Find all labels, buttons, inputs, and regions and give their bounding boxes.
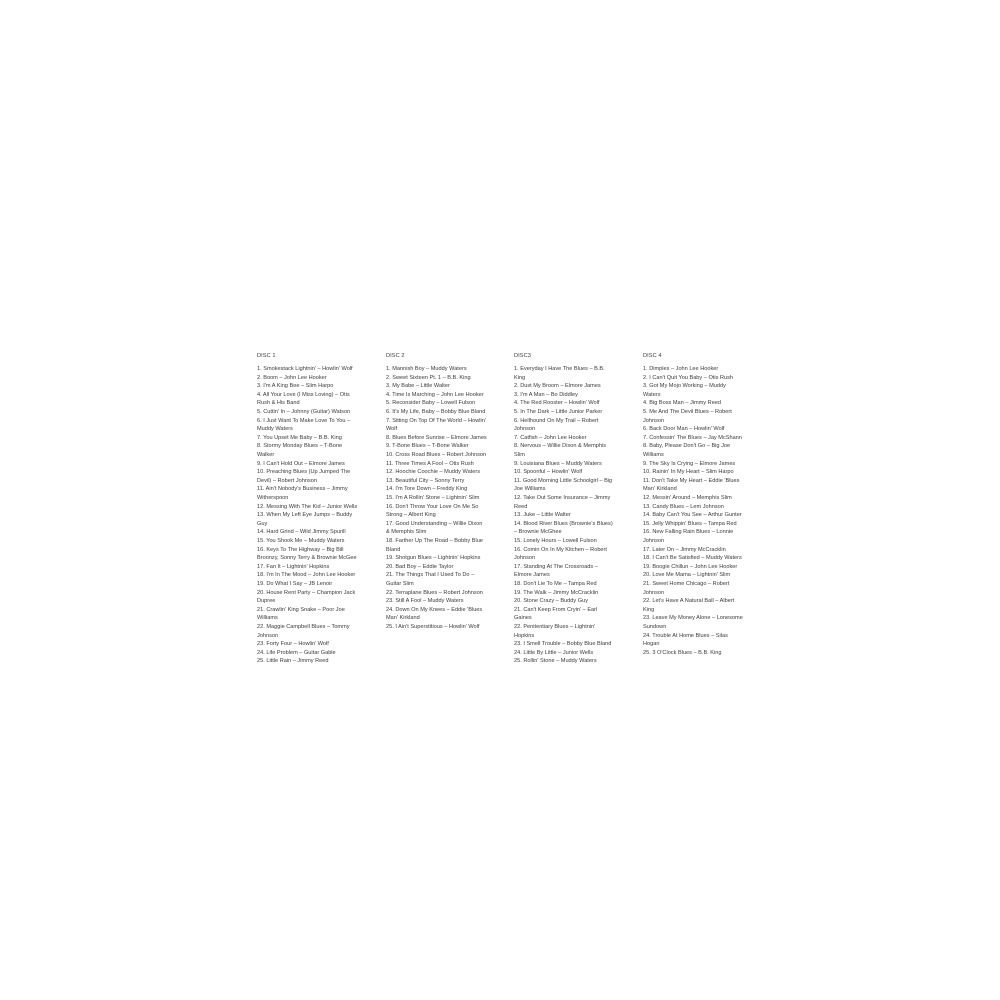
track-item: 21. Sweet Home Chicago – Robert Johnson	[643, 580, 730, 596]
track-item: 25. Little Rain – Jimmy Reed	[257, 658, 329, 665]
track-item: 12. Messing With The Kid – Junior Wells	[257, 503, 358, 510]
track-item: 21. Can't Keep From Cryin' – Earl Gaines	[514, 606, 598, 622]
disc-column-2	[386, 352, 487, 632]
track-item: 14. Baby Can't You See – Arthur Gunter	[643, 512, 742, 519]
track-item: 12. Hoochie Coochie – Muddy Waters	[386, 469, 481, 476]
disc-title: DISC 1	[257, 353, 276, 359]
track-list	[514, 365, 615, 666]
track-item: 15. You Shook Me – Muddy Waters	[257, 537, 345, 544]
disc-title: DISC 4	[643, 353, 662, 359]
track-list	[257, 365, 358, 666]
track-item: 3. I'm A King Bee – Slim Harpo	[257, 383, 334, 390]
track-item: 22. Penitentiary Blues – Lightnin' Hopkins	[514, 623, 596, 639]
track-item: 7. Catfish – John Lee Hooker	[514, 434, 587, 441]
track-item: 4. Big Boss Man – Jimmy Reed	[643, 400, 722, 407]
track-item: 3. My Babe – Little Walter	[386, 383, 450, 390]
track-item: 10. Rainin' In My Heart – Slim Harpo	[643, 469, 734, 476]
track-item: 24. Life Problem – Guitar Gable	[257, 649, 336, 656]
track-item: 6. Back Door Man – Howlin' Wolf	[643, 426, 725, 433]
track-item: 1. Everyday I Have The Blues – B.B. King	[514, 366, 605, 381]
track-item: 23. Leave My Money Alone – Lonesome Sundown	[643, 615, 743, 630]
track-item: 8. Nervous – Willie Dixon & Memphis Slim	[514, 443, 607, 459]
track-item: 7. You Upset Me Baby – B.B. King	[257, 434, 342, 441]
track-item: 11. Good Morning Little Schoolgirl – Big Joe Williams	[514, 477, 613, 493]
tracklist	[257, 352, 757, 665]
disc-column-3	[514, 352, 615, 666]
track-item: 12. Messin' Around – Memphis Slim	[643, 495, 732, 501]
track-item: 11. Ain't Nobody's Business – Jimmy Witherspoon	[257, 486, 348, 501]
track-item: 22. Let's Have A Natural Ball – Albert King	[643, 598, 735, 613]
track-item: 6. It's My Life, Baby – Bobby Blue Bland	[386, 409, 486, 416]
track-item: 2. I Can't Quit You Baby – Otis Rush	[643, 374, 733, 381]
track-item: 4. All Your Love (I Miss Loving) – Otis Rush & His Band	[257, 391, 350, 407]
track-item: 20. House Rent Party – Champion Jack Dupree	[257, 589, 356, 605]
track-item: 19. Shotgun Blues – Lightnin' Hopkins	[386, 555, 481, 562]
track-item: 23. I Smell Trouble – Bobby Blue Bland	[514, 641, 612, 648]
track-item: 10. Cross Road Blues – Robert Johnson	[386, 452, 487, 459]
track-item: 19. The Walk – Jimmy McCracklin	[514, 589, 599, 596]
track-item: 23. Still A Fool – Muddy Waters	[386, 598, 464, 605]
track-item: 8. Stormy Monday Blues – T-Bone Walker	[257, 443, 343, 459]
track-item: 5. In The Dark – Little Junior Parker	[514, 409, 603, 416]
track-item: 5. Cuttin' In – Johnny (Guitar) Watson	[257, 409, 351, 416]
track-list	[643, 365, 744, 657]
track-item: 16. Keys To The Highway – Big Bill Broonzy, Sonny Terry & Brownie McGee	[257, 546, 357, 562]
track-item: 14. I'm Tore Down – Freddy King	[386, 486, 468, 493]
track-item: 6. I Just Want To Make Love To You – Muddy Waters	[257, 417, 351, 433]
track-item: 24. Down On My Knees – Eddie 'Blues Man' Kirkland	[386, 606, 483, 622]
track-item: 17. Fan It – Lightnin' Hopkins	[257, 563, 330, 570]
track-item: 8. Blues Before Sunrise – Elmore James	[386, 434, 487, 441]
track-item: 23. Forty Four – Howlin' Wolf	[257, 641, 329, 648]
track-item: 9. T-Bone Blues – T-Bone Walker	[386, 443, 469, 450]
track-item: 11. Three Times A Fool – Otis Rush	[386, 460, 474, 467]
track-item: 9. I Can't Hold Out – Elmore James	[257, 460, 345, 467]
track-item: 10. Spoonful – Howlin' Wolf	[514, 469, 583, 476]
track-item: 7. Sitting On Top Of The World – Howlin' Wolf	[386, 417, 486, 433]
track-item: 12. Take Out Some Insurance – Jimmy Reed	[514, 495, 611, 510]
disc-column-4	[643, 352, 744, 657]
track-item: 4. Time Is Marching – John Lee Hooker	[386, 391, 484, 398]
disc-title: DISC3	[514, 353, 531, 359]
track-item: 13. Beautiful City – Sonny Terry	[386, 477, 465, 484]
track-item: 5. Me And The Devil Blues – Robert Johnson	[643, 409, 732, 424]
track-item: 1. Dimples – John Lee Hooker	[643, 366, 719, 373]
track-item: 5. Reconsider Baby – Lowell Fulson	[386, 400, 476, 407]
track-item: 14. Hard Grind – Wild Jimmy Spurill	[257, 529, 346, 536]
track-item: 20. Bad Boy – Eddie Taylor	[386, 563, 454, 570]
track-item: 8. Baby, Please Don't Go – Big Joe Williams	[643, 443, 731, 459]
track-item: 19. Boogie Chillun – John Lee Hooker	[643, 563, 738, 570]
track-item: 25. I Ain't Superstitious – Howlin' Wolf	[386, 623, 480, 630]
track-item: 18. I'm In The Mood – John Lee Hooker	[257, 572, 356, 579]
track-item: 13. Candy Blues – Lem Johnson	[643, 503, 724, 510]
track-item: 15. Jelly Whippin' Blues – Tampa Red	[643, 520, 737, 527]
track-item: 25. Rollin' Stone – Muddy Waters	[514, 658, 597, 665]
track-item: 22. Terraplane Blues – Robert Johnson	[386, 589, 483, 596]
track-item: 6. Hellhound On My Trail – Robert Johnson	[514, 417, 599, 433]
track-item: 1. Smokestack Lightnin' – Howlin' Wolf	[257, 366, 353, 373]
track-item: 16. Comin On In My Kitchen – Robert Johnson	[514, 546, 607, 562]
track-item: 21. Crawlin' King Snake – Poor Joe Williams	[257, 606, 345, 622]
track-item: 17. Good Understanding – Willie Dixon & Memphis Slim	[386, 520, 483, 536]
track-item: 19. Do What I Say – JB Lenoir	[257, 580, 333, 587]
track-item: 15. Lonely Hours – Lowell Fulson	[514, 537, 597, 544]
track-item: 20. Love Me Mama – Lightnin' Slim	[643, 572, 731, 579]
track-item: 11. Don't Take My Heart – Eddie 'Blues Man' Kirkland	[643, 477, 740, 493]
track-item: 18. Don't Lie To Me – Tampa Red	[514, 580, 597, 587]
disc-column-1	[257, 352, 358, 666]
track-item: 18. Farther Up The Road – Bobby Blue Bland	[386, 537, 483, 553]
track-item: 1. Mannish Boy – Muddy Waters	[386, 366, 467, 373]
track-item: 2. Dust My Broom – Elmore James	[514, 383, 601, 390]
track-item: 13. When My Left Eye Jumps – Buddy Guy	[257, 512, 353, 527]
track-item: 16. New Falling Rain Blues – Lonnie Johnson	[643, 529, 734, 544]
track-item: 25. 3 O'Clock Blues – B.B. King	[643, 649, 722, 656]
track-item: 18. I Can't Be Satisfied – Muddy Waters	[643, 555, 742, 562]
track-item: 15. I'm A Rollin' Stone – Lightnin' Slim	[386, 495, 480, 501]
track-item: 14. Blood River Blues (Brownie's Blues) – Brownie McGhee	[514, 520, 613, 536]
track-item: 9. Louisiana Blues – Muddy Waters	[514, 460, 602, 467]
track-item: 24. Little By Little – Junior Wells	[514, 649, 594, 656]
disc-title: DISC 2	[386, 353, 405, 359]
track-item: 2. Boom – John Lee Hooker	[257, 374, 327, 381]
track-item: 21. The Things That I Used To Do – Guitar Slim	[386, 572, 475, 587]
track-list	[386, 365, 487, 631]
track-item: 17. Standing At The Crossroads – Elmore James	[514, 563, 598, 579]
track-item: 24. Trouble At Home Blues – Silas Hogan	[643, 632, 728, 648]
track-item: 10. Preaching Blues (Up Jumped The Devil) – Robert Johnson	[257, 469, 351, 484]
track-item: 4. The Red Rooster – Howlin' Wolf	[514, 400, 600, 407]
track-item: 9. The Sky Is Crying – Elmore James	[643, 460, 736, 467]
track-item: 16. Don't Throw Your Love On Me So Strong – Albert King	[386, 503, 479, 519]
track-item: 3. Got My Mojo Working – Muddy Waters	[643, 383, 726, 398]
track-item: 13. Juke – Little Walter	[514, 512, 571, 519]
track-item: 17. Later On – Jimmy McCracklin	[643, 546, 726, 553]
track-item: 7. Confessin' The Blues – Jay McShann	[643, 434, 742, 441]
track-item: 22. Maggie Campbell Blues – Tommy Johnson	[257, 623, 350, 639]
track-item: 20. Stone Crazy – Buddy Guy	[514, 598, 589, 605]
track-item: 2. Sweet Sixteen Pt. 1 – B.B. King	[386, 374, 471, 381]
track-item: 3. I'm A Man – Bo Diddley	[514, 391, 578, 398]
